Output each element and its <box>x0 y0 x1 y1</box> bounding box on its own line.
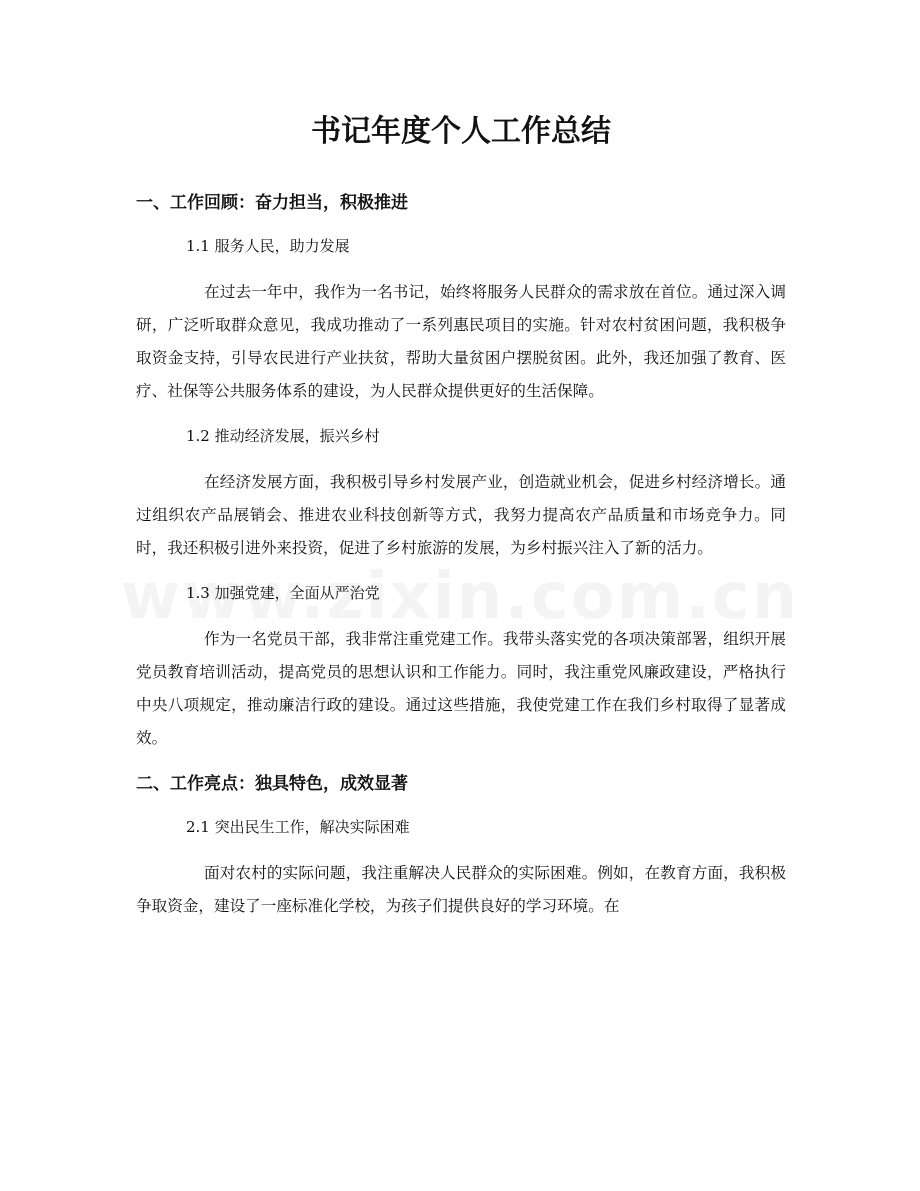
subsection-heading: 2.1 突出民生工作，解决实际困难 <box>186 818 410 836</box>
paragraph: 面对农村的实际问题，我注重解决人民群众的实际困难。例如，在教育方面，我积极争取资金，建设了一座标准化学校，为孩子们提供良好的学习环境。在 <box>136 864 786 915</box>
subsection-heading: 1.2 推动经济发展，振兴乡村 <box>186 427 380 445</box>
document-body <box>136 106 786 937</box>
section-review <box>136 188 786 755</box>
subsection-heading: 1.1 服务人民，助力发展 <box>186 237 350 255</box>
section-heading: 二、工作亮点：独具特色，成效显著 <box>136 774 408 794</box>
document-title: 书记年度个人工作总结 <box>311 114 611 149</box>
subsection-heading: 1.3 加强党建，全面从严治党 <box>186 584 380 602</box>
paragraph: 作为一名党员干部，我非常注重党建工作。我带头落实党的各项决策部署，组织开展党员教育培训活动，提高党员的思想认识和工作能力。同时，我注重党风廉政建设，严格执行中央八项规定，推动廉洁行政的建设。通过这些措施，我使党建工作在我们乡村取得了显著成效。 <box>136 630 786 747</box>
section-heading: 一、工作回顾：奋力担当，积极推进 <box>136 193 408 213</box>
section-highlights <box>136 769 786 923</box>
paragraph: 在过去一年中，我作为一名书记，始终将服务人民群众的需求放在首位。通过深入调研，广泛听取群众意见，我成功推动了一系列惠民项目的实施。针对农村贫困问题，我积极争取资金支持，引导农民进行产业扶贫，帮助大量贫困户摆脱贫困。此外，我还加强了教育、医疗、社保等公共服务体系的建设，为人民群众提供更好的生活保障。 <box>136 283 786 400</box>
paragraph: 在经济发展方面，我积极引导乡村发展产业，创造就业机会，促进乡村经济增长。通过组织农产品展销会、推进农业科技创新等方式，我努力提高农产品质量和市场竞争力。同时，我还积极引进外来投资，促进了乡村旅游的发展，为乡村振兴注入了新的活力。 <box>136 473 786 557</box>
